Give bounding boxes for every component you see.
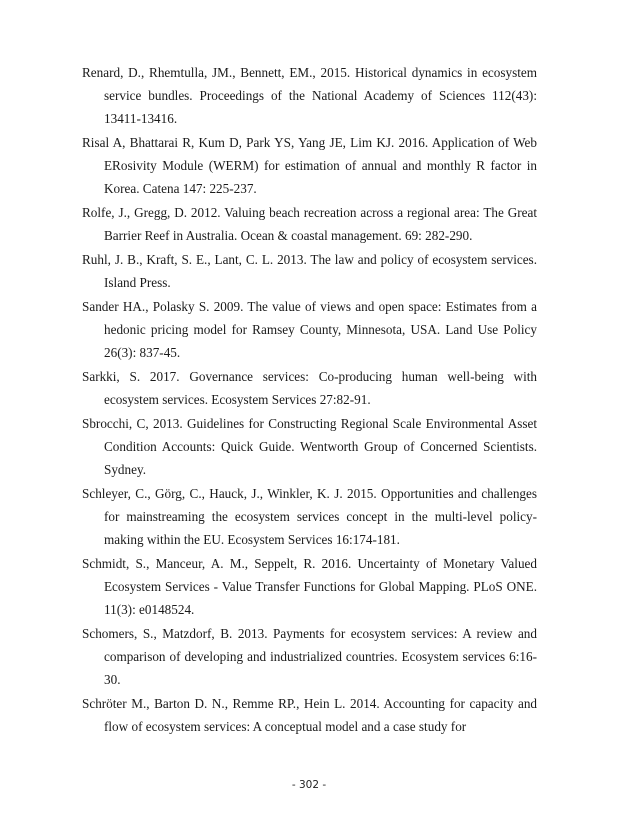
reference-sander-2009: Sander HA., Polasky S. 2009. The value of views and open space: Estimates from a hedonic pricing model for Ramsey County, Minnesota, USA. Land Use Policy 26(3): 837-45. <box>82 299 537 360</box>
reference-schroter-2014: Schröter M., Barton D. N., Remme RP., Hein L. 2014. Accounting for capacity and flow of ecosystem services: A conceptual model and a case study for <box>82 696 537 734</box>
reference-sbrocchi-2013: Sbrocchi, C, 2013. Guidelines for Constructing Regional Scale Environmental Asset Condition Accounts: Quick Guide. Wentworth Group of Concerned Scientists. Sydney. <box>82 416 537 477</box>
reference-rolfe-2012: Rolfe, J., Gregg, D. 2012. Valuing beach recreation across a regional area: The Great Barrier Reef in Australia. Ocean & coastal management. 69: 282-290. <box>82 205 537 243</box>
reference-ruhl-2013: Ruhl, J. B., Kraft, S. E., Lant, C. L. 2013. The law and policy of ecosystem services. Island Press. <box>82 252 537 290</box>
reference-schmidt-2016: Schmidt, S., Manceur, A. M., Seppelt, R. 2016. Uncertainty of Monetary Valued Ecosystem Services - Value Transfer Functions for Global Mapping. PLoS ONE. 11(3): e0148524. <box>82 556 537 617</box>
reference-list <box>82 61 537 739</box>
reference-renard-2015: Renard, D., Rhemtulla, JM., Bennett, EM., 2015. Historical dynamics in ecosystem service bundles. Proceedings of the National Academy of Sciences 112(43): 13411-13416. <box>82 65 537 126</box>
reference-schleyer-2015: Schleyer, C., Görg, C., Hauck, J., Winkler, K. J. 2015. Opportunities and challenges for mainstreaming the ecosystem services concept in the multi-level policy-making within the EU. Ecosystem Services 16:174-181. <box>82 486 537 547</box>
reference-risal-2016: Risal A, Bhattarai R, Kum D, Park YS, Yang JE, Lim KJ. 2016. Application of Web ERosivity Module (WERM) for estimation of annual and monthly R factor in Korea. Catena 147: 225-237. <box>82 135 537 196</box>
reference-sarkki-2017: Sarkki, S. 2017. Governance services: Co-producing human well-being with ecosystem services. Ecosystem Services 27:82-91. <box>82 369 537 407</box>
reference-schomers-2013: Schomers, S., Matzdorf, B. 2013. Payments for ecosystem services: A review and comparison of developing and industrialized countries. Ecosystem services 6:16-30. <box>82 626 537 687</box>
page-number: - 302 - <box>291 779 327 791</box>
